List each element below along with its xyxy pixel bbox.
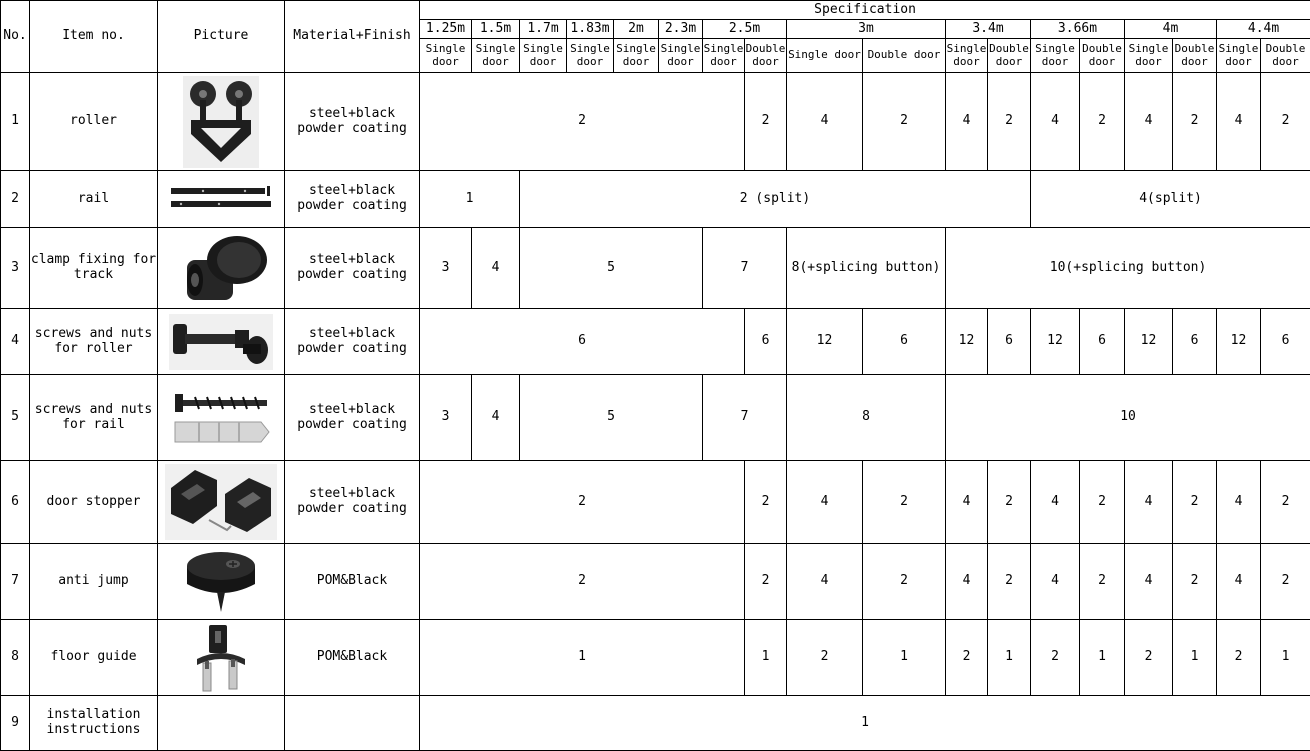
- spec-cell: 12: [1031, 309, 1080, 375]
- header-single-door: Single door: [703, 39, 745, 73]
- spec-cell: 1: [988, 620, 1031, 696]
- spec-cell: 3: [420, 228, 472, 309]
- table-row: [1, 228, 1310, 309]
- spec-cell: 1: [1173, 620, 1217, 696]
- item-name: roller: [30, 73, 158, 171]
- spec-cell: 1: [1261, 620, 1310, 696]
- spec-cell: 2: [863, 544, 946, 620]
- rail-track-icon: [169, 184, 273, 214]
- spec-cell: 1: [420, 620, 745, 696]
- header-single-door: Single door: [567, 39, 614, 73]
- spec-cell: 8(+splicing button): [787, 228, 946, 309]
- spec-cell: 4: [1031, 73, 1080, 171]
- item-name: clamp fixing for track: [30, 228, 158, 309]
- spec-cell: 2: [1080, 544, 1125, 620]
- item-picture: [158, 696, 285, 751]
- spec-cell: 6: [863, 309, 946, 375]
- material-finish: steel+black powder coating: [285, 228, 420, 309]
- spec-cell: 4(split): [1031, 171, 1310, 228]
- spec-cell: 10(+splicing button): [946, 228, 1310, 309]
- spec-cell: 4: [1125, 544, 1173, 620]
- header-single-door: Single door: [787, 39, 863, 73]
- header-length: 4.4m: [1217, 20, 1310, 39]
- header-single-door: Single door: [614, 39, 659, 73]
- header-no: No.: [1, 1, 30, 73]
- header-length: 3m: [787, 20, 946, 39]
- header-length: 1.7m: [520, 20, 567, 39]
- header-single-door: Single door: [1031, 39, 1080, 73]
- spec-cell: 2: [1173, 544, 1217, 620]
- header-single-door: Single door: [420, 39, 472, 73]
- table-row: [1, 696, 1310, 751]
- spec-cell: 1: [420, 171, 520, 228]
- spec-cell: 2: [1261, 73, 1310, 171]
- floor-guide-icon: [193, 623, 249, 693]
- bolt-nut-icon: [169, 314, 273, 370]
- spec-cell: 5: [520, 375, 703, 461]
- spec-cell: 2: [420, 73, 745, 171]
- row-number: 1: [1, 73, 30, 171]
- header-single-door: Single door: [659, 39, 703, 73]
- header-length: 2m: [614, 20, 659, 39]
- spec-cell: 2: [1173, 73, 1217, 171]
- spec-cell: 1: [1080, 620, 1125, 696]
- row-number: 3: [1, 228, 30, 309]
- spec-cell: 2: [863, 461, 946, 544]
- spec-cell: 4: [946, 544, 988, 620]
- spec-cell: 7: [703, 375, 787, 461]
- anti-jump-icon: [181, 548, 261, 616]
- header-picture: Picture: [158, 1, 285, 73]
- spec-cell: 2: [1031, 620, 1080, 696]
- item-name: door stopper: [30, 461, 158, 544]
- spec-cell: 2: [1080, 461, 1125, 544]
- roller-hanger-icon: [183, 76, 259, 168]
- spec-cell: 4: [787, 544, 863, 620]
- spec-cell: 4: [1125, 461, 1173, 544]
- row-number: 8: [1, 620, 30, 696]
- spec-cell: 4: [1031, 544, 1080, 620]
- spec-cell: 2: [946, 620, 988, 696]
- spec-cell: 4: [1217, 544, 1261, 620]
- table-row: [1, 461, 1310, 544]
- spec-cell: 2: [1080, 73, 1125, 171]
- spec-cell: 8: [787, 375, 946, 461]
- clamp-fixing-icon: [173, 230, 269, 306]
- spec-cell: 2: [1261, 544, 1310, 620]
- spec-cell: 2: [420, 461, 745, 544]
- item-picture: [158, 73, 285, 171]
- header-single-door: Single door: [520, 39, 567, 73]
- spec-cell: 4: [946, 73, 988, 171]
- item-picture: [158, 375, 285, 461]
- material-finish: steel+black powder coating: [285, 309, 420, 375]
- spec-cell: 4: [787, 73, 863, 171]
- spec-cell: 2: [745, 73, 787, 171]
- door-stopper-icon: [165, 464, 277, 540]
- screw-anchor-icon: [169, 386, 273, 450]
- spec-cell: 6: [1261, 309, 1310, 375]
- row-number: 2: [1, 171, 30, 228]
- header-length: 1.5m: [472, 20, 520, 39]
- header-length: 3.66m: [1031, 20, 1125, 39]
- item-picture: [158, 620, 285, 696]
- item-name: screws and nuts for rail: [30, 375, 158, 461]
- spec-cell: 4: [1125, 73, 1173, 171]
- spec-cell: 4: [1217, 73, 1261, 171]
- spec-cell: 6: [1080, 309, 1125, 375]
- spec-cell: 2: [420, 544, 745, 620]
- spec-cell: 4: [946, 461, 988, 544]
- spec-cell: 2: [863, 73, 946, 171]
- header-single-door: Single door: [1217, 39, 1261, 73]
- item-name: anti jump: [30, 544, 158, 620]
- item-name: floor guide: [30, 620, 158, 696]
- spec-cell: 2: [745, 461, 787, 544]
- spec-cell: 2: [1261, 461, 1310, 544]
- spec-cell: 2: [787, 620, 863, 696]
- material-finish: [285, 696, 420, 751]
- header-double-door: Double door: [745, 39, 787, 73]
- spec-cell: 1: [745, 620, 787, 696]
- table-row: [1, 171, 1310, 228]
- spec-cell: 6: [420, 309, 745, 375]
- spec-cell: 4: [1031, 461, 1080, 544]
- spec-cell: 12: [946, 309, 988, 375]
- header-length: 2.3m: [659, 20, 703, 39]
- item-picture: [158, 461, 285, 544]
- spec-cell: 5: [520, 228, 703, 309]
- spec-cell: 4: [472, 375, 520, 461]
- material-finish: steel+black powder coating: [285, 461, 420, 544]
- spec-cell: 2 (split): [520, 171, 1031, 228]
- spec-cell: 2: [988, 544, 1031, 620]
- table-row: [1, 73, 1310, 171]
- spec-cell: 6: [745, 309, 787, 375]
- spec-cell: 2: [1125, 620, 1173, 696]
- header-double-door: Double door: [1261, 39, 1310, 73]
- spec-cell: 2: [1217, 620, 1261, 696]
- table-row: [1, 375, 1310, 461]
- material-finish: POM&Black: [285, 544, 420, 620]
- header-length: 4m: [1125, 20, 1217, 39]
- item-name: installation instructions: [30, 696, 158, 751]
- spec-cell: 1: [863, 620, 946, 696]
- table-row: [1, 544, 1310, 620]
- header-double-door: Double door: [988, 39, 1031, 73]
- spec-cell: 2: [745, 544, 787, 620]
- item-picture: [158, 228, 285, 309]
- spec-cell: 2: [988, 461, 1031, 544]
- spec-cell: 1: [420, 696, 1310, 751]
- spec-cell: 4: [472, 228, 520, 309]
- material-finish: steel+black powder coating: [285, 171, 420, 228]
- spec-cell: 2: [1173, 461, 1217, 544]
- spec-cell: 2: [988, 73, 1031, 171]
- header-single-door: Single door: [946, 39, 988, 73]
- item-picture: [158, 544, 285, 620]
- row-number: 5: [1, 375, 30, 461]
- header-length: 1.83m: [567, 20, 614, 39]
- item-name: screws and nuts for roller: [30, 309, 158, 375]
- spec-cell: 3: [420, 375, 472, 461]
- header-double-door: Double door: [863, 39, 946, 73]
- spec-cell: 10: [946, 375, 1310, 461]
- header-double-door: Double door: [1173, 39, 1217, 73]
- header-single-door: Single door: [1125, 39, 1173, 73]
- header-length: 1.25m: [420, 20, 472, 39]
- material-finish: steel+black powder coating: [285, 375, 420, 461]
- spec-cell: 4: [787, 461, 863, 544]
- spec-cell: 6: [988, 309, 1031, 375]
- header-length: 2.5m: [703, 20, 787, 39]
- header-specification: Specification: [420, 1, 1310, 20]
- row-number: 7: [1, 544, 30, 620]
- item-picture: [158, 171, 285, 228]
- spec-cell: 6: [1173, 309, 1217, 375]
- spec-cell: 12: [1125, 309, 1173, 375]
- header-length: 3.4m: [946, 20, 1031, 39]
- header-double-door: Double door: [1080, 39, 1125, 73]
- header-item-no: Item no.: [30, 1, 158, 73]
- material-finish: steel+black powder coating: [285, 73, 420, 171]
- header-material-finish: Material+Finish: [285, 1, 420, 73]
- row-number: 9: [1, 696, 30, 751]
- item-picture: [158, 309, 285, 375]
- item-name: rail: [30, 171, 158, 228]
- spec-cell: 12: [1217, 309, 1261, 375]
- spec-cell: 12: [787, 309, 863, 375]
- spec-cell: 4: [1217, 461, 1261, 544]
- table-row: [1, 620, 1310, 696]
- table-row: [1, 309, 1310, 375]
- spec-cell: 7: [703, 228, 787, 309]
- material-finish: POM&Black: [285, 620, 420, 696]
- header-single-door: Single door: [472, 39, 520, 73]
- row-number: 6: [1, 461, 30, 544]
- row-number: 4: [1, 309, 30, 375]
